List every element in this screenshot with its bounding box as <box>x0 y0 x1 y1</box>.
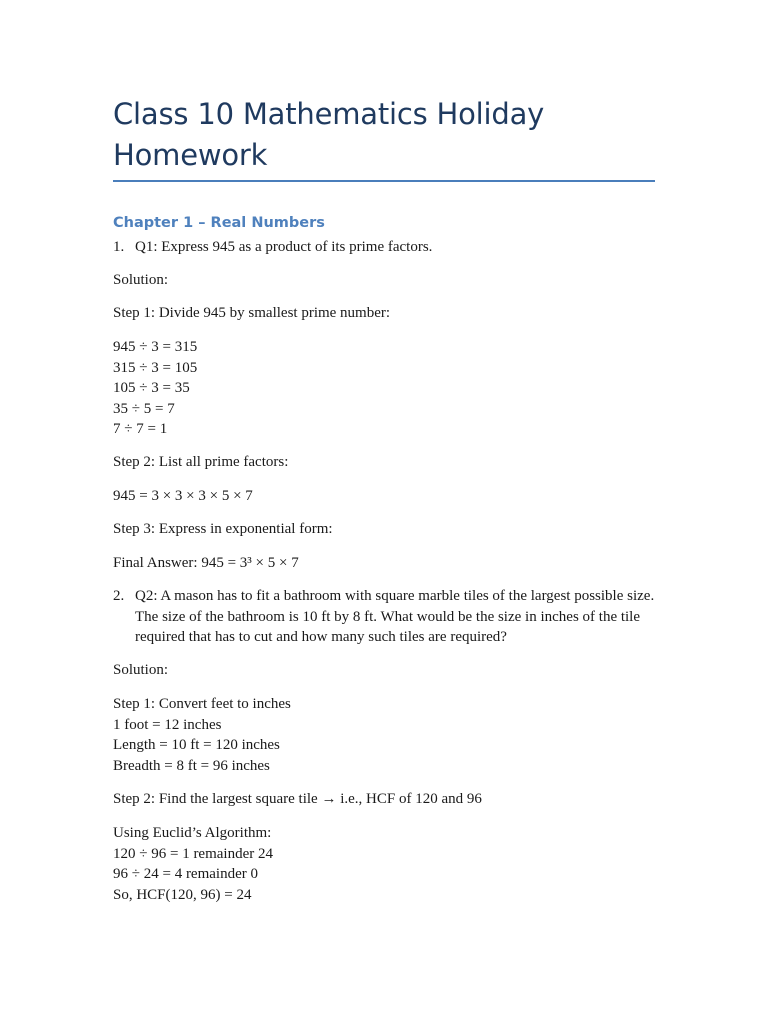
question-2-number: 2. <box>113 588 125 604</box>
q2-step-1 <box>113 694 655 776</box>
document-title: Class 10 Mathematics Holiday Homework <box>113 97 545 172</box>
division-line: 945 ÷ 3 = 315 <box>113 339 198 355</box>
q1-solution-label: Solution: <box>113 272 169 288</box>
conversion-line: 1 foot = 12 inches <box>113 716 222 733</box>
euclid-line: 120 ÷ 96 = 1 remainder 24 <box>113 845 273 862</box>
question-1-number: 1. <box>113 239 125 255</box>
chapter-heading: Chapter 1 – Real Numbers <box>113 215 325 231</box>
q1-division-steps <box>113 337 655 440</box>
q1-step-3: Step 3: Express in exponential form: <box>113 521 333 537</box>
q2-step-2: Step 2: Find the largest square tile → i.e., HCF of 120 and 96 <box>113 791 482 807</box>
conversion-line: Length = 10 ft = 120 inches <box>113 737 280 753</box>
division-line: 315 ÷ 3 = 105 <box>113 359 198 376</box>
euclid-line: Using Euclid’s Algorithm: <box>113 825 272 841</box>
q2-solution-label: Solution: <box>113 662 169 678</box>
q1-step-1: Step 1: Divide 945 by smallest prime number: <box>113 305 391 321</box>
question-2-text: Q2: A mason has to fit a bathroom with square marble tiles of the largest possible size. The size of the bathroom is 10 ft by 8 ft. What would be the size in inches of the tile required that has to cut and how many such tiles are required? <box>135 588 655 645</box>
euclid-line: 96 ÷ 24 = 4 remainder 0 <box>113 866 258 882</box>
q1-step-2: Step 2: List all prime factors: <box>113 454 289 470</box>
question-1 <box>113 237 655 258</box>
q1-final-answer: Final Answer: 945 = 3³ × 5 × 7 <box>113 555 299 571</box>
question-1-text: Q1: Express 945 as a product of its prime factors. <box>135 239 433 255</box>
title-underline <box>113 180 655 182</box>
q2-euclid-steps <box>113 823 655 905</box>
conversion-line: Step 1: Convert feet to inches <box>113 696 291 712</box>
division-line: 7 ÷ 7 = 1 <box>113 421 168 437</box>
q1-prime-factors: 945 = 3 × 3 × 3 × 5 × 7 <box>113 488 253 504</box>
euclid-line: So, HCF(120, 96) = 24 <box>113 886 252 903</box>
division-line: 105 ÷ 3 = 35 <box>113 380 190 396</box>
division-line: 35 ÷ 5 = 7 <box>113 400 175 417</box>
conversion-line: Breadth = 8 ft = 96 inches <box>113 757 270 774</box>
question-2 <box>113 586 655 648</box>
